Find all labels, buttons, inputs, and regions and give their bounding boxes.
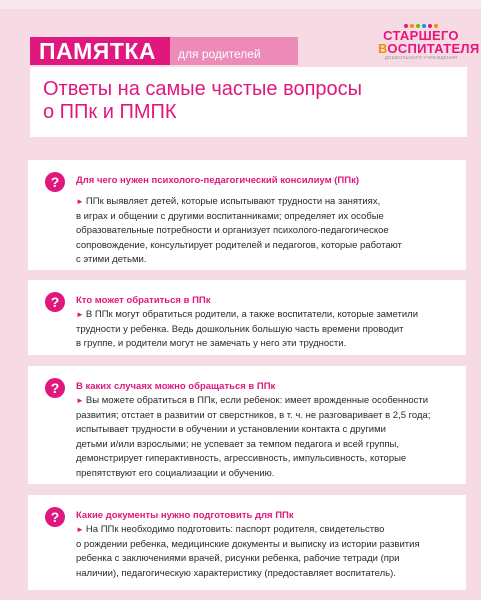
bullet-arrow-icon: ► xyxy=(76,197,84,206)
answer-line: На ППк необходимо подготовить: паспорт родителя, свидетельство xyxy=(85,524,385,535)
logo-letter: В xyxy=(378,41,388,56)
answer-line: Вы можете обратиться в ППк, если ребенок: имеет врожденные особенности xyxy=(85,395,429,406)
page-title xyxy=(30,67,467,137)
qa-card-3 xyxy=(28,366,466,484)
qa-card-2 xyxy=(28,280,466,355)
answer-line: трудности у ребенка. Ведь дошкольник большую часть времени проводит xyxy=(76,323,404,335)
answer-line: образовательные потребности и организует психолого-педагогическое xyxy=(76,225,389,236)
question-title: Для чего нужен психолого-педагогический консилиум (ППк) xyxy=(76,175,359,186)
logo-line-1: СТАРШЕГО xyxy=(383,28,459,43)
question-mark-icon: ? xyxy=(45,507,65,527)
answer-text xyxy=(76,394,456,481)
bullet-arrow-icon: ► xyxy=(76,396,84,405)
audience-label: для родителей xyxy=(170,37,298,65)
answer-line: сопровождение, консультирует родителей и педагогов, которые работают xyxy=(76,239,402,251)
answer-text xyxy=(76,523,456,581)
answer-text xyxy=(76,195,456,268)
top-stripe xyxy=(0,0,481,9)
answer-line: о рождении ребенка, медицинские документы и выписку из истории развития xyxy=(76,538,420,550)
answer-line: в играх и общении с другими воспитанниками; определяет их особые xyxy=(76,210,384,222)
bullet-arrow-icon: ► xyxy=(76,310,84,319)
answer-line: препятствуют его социализации и обучению. xyxy=(76,467,275,479)
answer-line: ППк выявляет детей, которые испытывают трудности на занятиях, xyxy=(85,196,381,207)
qa-card-4 xyxy=(28,495,466,590)
answer-line: с этими детьми. xyxy=(76,254,147,265)
answer-line: ребенка с заключениями врачей, рисунки ребенка, рабочие тетради (при xyxy=(76,553,400,564)
logo-line-2 xyxy=(378,41,480,56)
question-title: Какие документы нужно подготовить для ППк xyxy=(76,510,294,521)
question-mark-icon: ? xyxy=(45,292,65,312)
answer-line: В ППк могут обратиться родители, а также воспитатели, которые заметили xyxy=(85,309,419,320)
bullet-arrow-icon: ► xyxy=(76,525,84,534)
question-mark-icon: ? xyxy=(45,378,65,398)
answer-line: развития; отстает в развитии от сверстников, в т. ч. не разговаривает в 2,5 года; xyxy=(76,409,431,421)
logo-line-2-rest: ОСПИТАТЕЛЯ xyxy=(387,41,480,56)
title-line-1: Ответы на самые частые вопросы xyxy=(43,78,363,100)
answer-line: испытывает трудности в обучении и установлении контакта с другими xyxy=(76,424,386,435)
qa-card-1 xyxy=(28,160,466,270)
answer-line: детьми и/или взрослыми; не успевает за темпом педагога и всей группы, xyxy=(76,438,400,450)
memo-badge: ПАМЯТКА xyxy=(30,37,170,65)
title-line-2: о ППк и ПМПК xyxy=(43,101,177,123)
answer-line: демонстрирует гиперактивность, агрессивность, импульсивность, которые xyxy=(76,453,407,464)
answer-line: наличии), педагогическую характеристику (предоставляет воспитатель). xyxy=(76,567,396,579)
question-title: Кто может обратиться в ППк xyxy=(76,295,211,306)
logo-line-3: ДОШКОЛЬНОГО УЧРЕЖДЕНИЯ xyxy=(384,55,458,60)
magazine-logo xyxy=(378,24,480,61)
answer-line: в группе, и родители могут не замечать у него эти трудности. xyxy=(76,338,347,349)
answer-text xyxy=(76,308,456,352)
question-mark-icon: ? xyxy=(45,172,65,192)
question-title: В каких случаях можно обращаться в ППк xyxy=(76,381,276,392)
